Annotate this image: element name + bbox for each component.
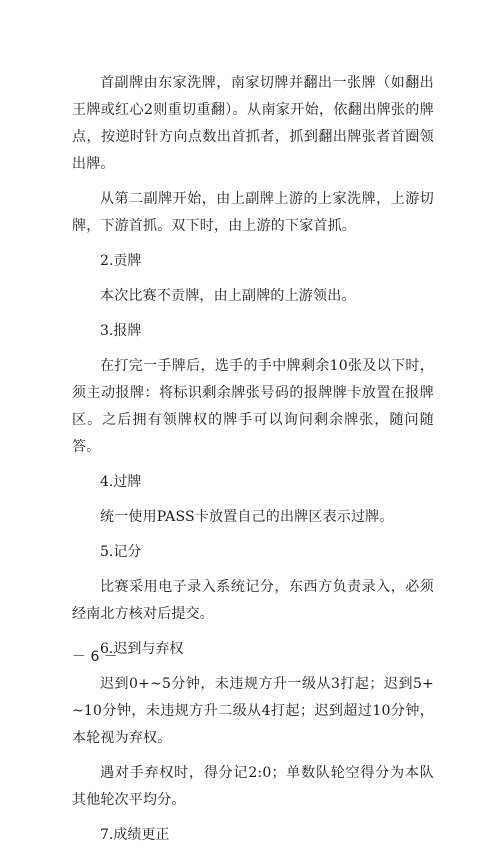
page-number: － 6 － <box>72 649 118 665</box>
document-body <box>72 70 434 857</box>
section-heading: 7.成绩更正 <box>100 827 170 843</box>
body-paragraph: 迟到0+~5分钟，未违规方升一级从3打起；迟到5+~10分钟，未违规方升二级从4打起；迟到超过10分钟，本轮视为弃权。 <box>72 676 434 746</box>
section-heading: 5.记分 <box>100 544 142 560</box>
body-paragraph: 遇对手弃权时，得分记2:0；单数队轮空得分为本队其他轮次平均分。 <box>72 765 434 808</box>
body-paragraph: 比赛采用电子录入系统记分，东西方负责录入，必须经南北方核对后提交。 <box>72 579 434 622</box>
body-paragraph: 统一使用PASS卡放置自己的出牌区表示过牌。 <box>100 509 394 525</box>
body-paragraph: 在打完一手牌后，选手的手中牌剩余10张及以下时，须主动报牌：将标识剩余牌张号码的报牌牌卡放置在报牌区。之后拥有领牌权的牌手可以询问剩余牌张，随问随答。 <box>72 358 434 455</box>
section-heading: 3.报牌 <box>100 323 142 339</box>
section-heading: 6.迟到与弃权 <box>100 641 184 657</box>
body-paragraph: 本次比赛不贡牌，由上副牌的上游领出。 <box>100 288 356 304</box>
body-paragraph: 首副牌由东家洗牌，南家切牌并翻出一张牌（如翻出王牌或红心2则重切重翻）。从南家开始，依翻出牌张的牌点，按逆时针方向点数出首抓者，抓到翻出牌张者首圈领出牌。 <box>72 75 434 172</box>
section-heading: 4.过牌 <box>100 474 142 490</box>
body-paragraph: 从第二副牌开始，由上副牌上游的上家洗牌，上游切牌，下游首抓。双下时，由上游的下家首抓。 <box>72 191 434 234</box>
section-heading: 2.贡牌 <box>100 253 142 269</box>
